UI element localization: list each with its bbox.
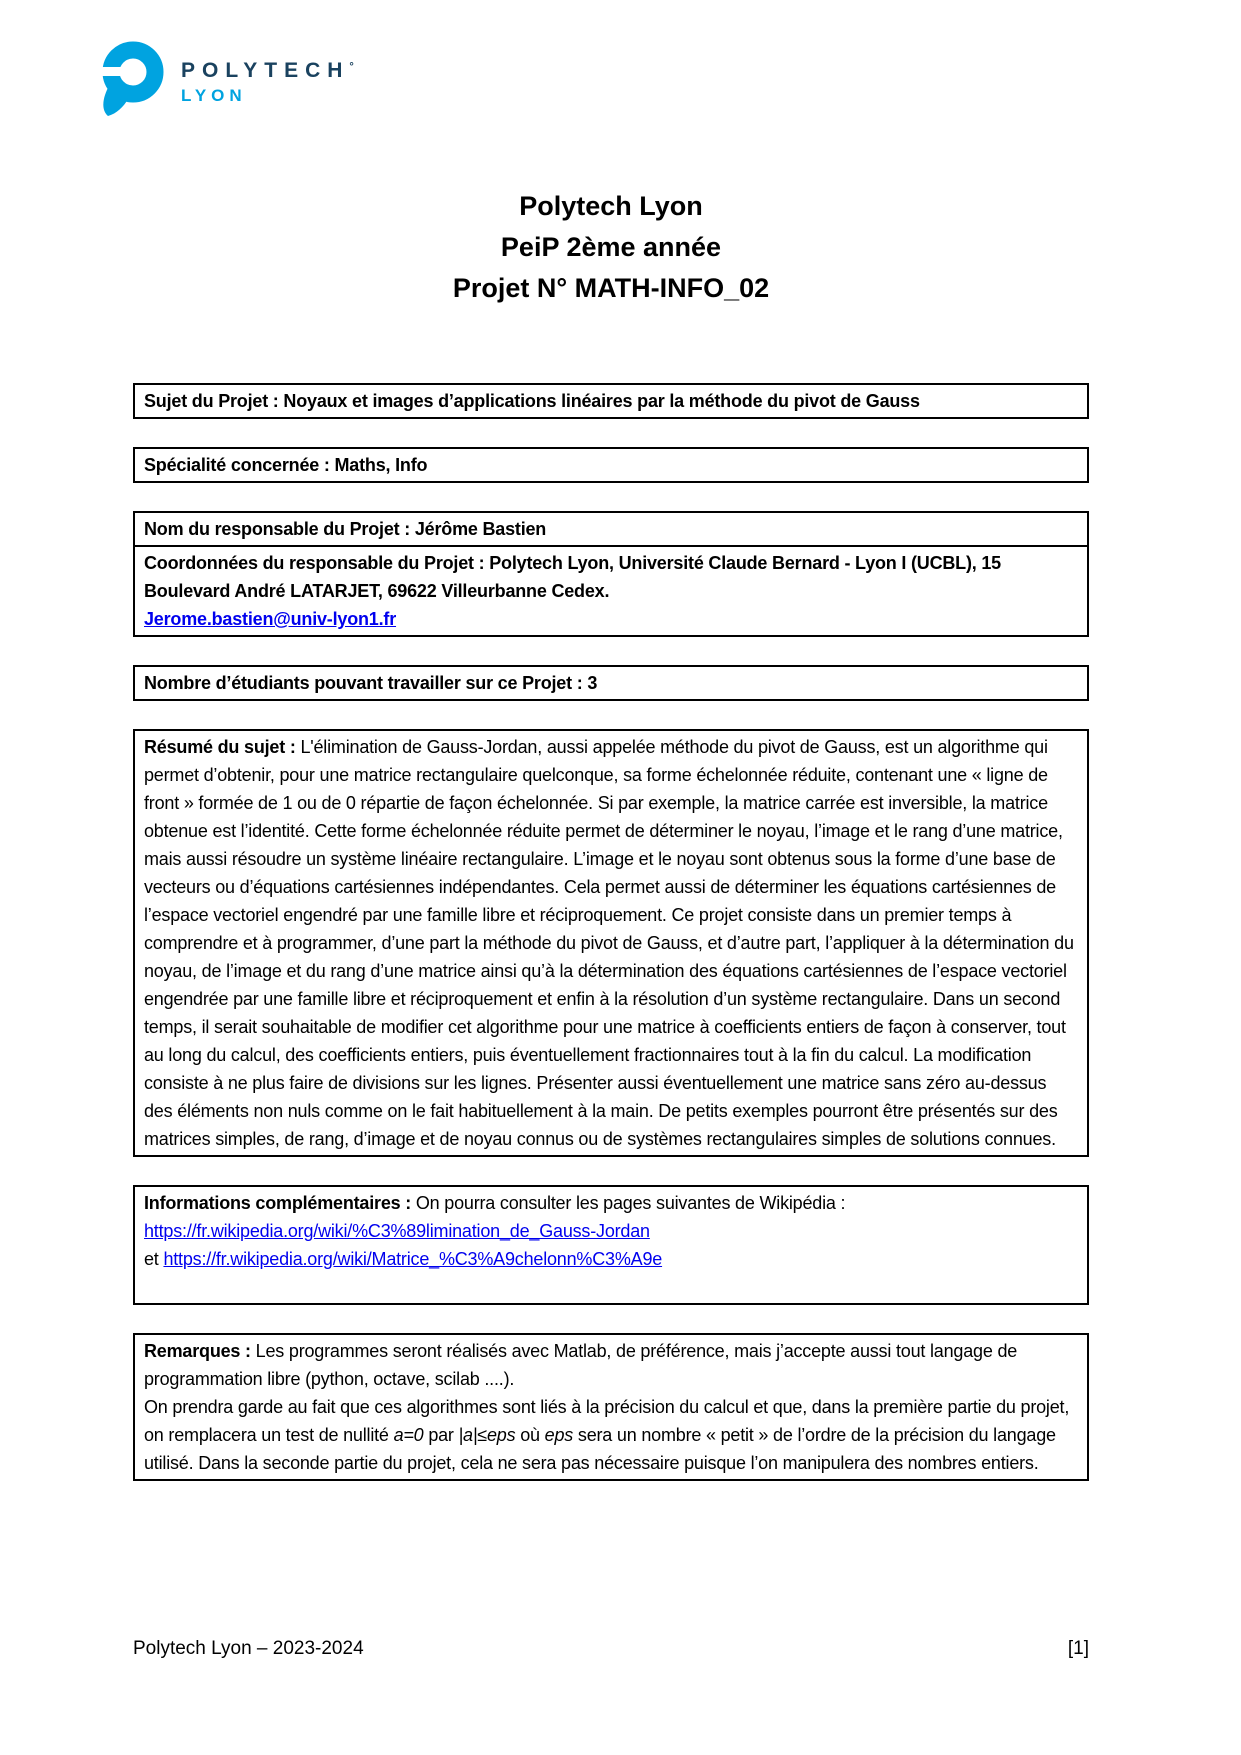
remarques-label: Remarques : <box>144 1341 251 1361</box>
wikipedia-link-2[interactable]: https://fr.wikipedia.org/wiki/Matrice_%C3%A9chelonn%C3%A9e <box>163 1249 663 1269</box>
title-line-2: PeiP 2ème année <box>500 232 722 262</box>
section-informations <box>133 1185 1089 1305</box>
section-sujet <box>133 383 1089 419</box>
sujet-value: Noyaux et images d’applications linéaires par la méthode du pivot de Gauss <box>283 391 920 411</box>
wikipedia-link-1[interactable]: https://fr.wikipedia.org/wiki/%C3%89limination_de_Gauss-Jordan <box>144 1221 650 1241</box>
remarques-text-2a: On prendra garde au fait que ces algorithmes sont liés à la précision du calcul et que, dans la première partie du projet, on remplacera un test de nullité <box>144 1397 1070 1445</box>
sujet-label: Sujet du Projet : <box>144 391 279 411</box>
sujet-row <box>135 385 1087 417</box>
responsable-nom-row <box>135 513 1087 545</box>
specialite-label: Spécialité concernée : <box>144 455 330 475</box>
section-remarques <box>133 1333 1089 1481</box>
remarques-paragraph-2 <box>144 1393 1078 1477</box>
logo-brand-text: POLYTECH <box>181 59 350 82</box>
section-resume <box>133 729 1089 1157</box>
nombre-etudiants-label: Nombre d’étudiants pouvant travailler sur ce Projet : <box>144 673 583 693</box>
remarques-text-1: Les programmes seront réalisés avec Matlab, de préférence, mais j’accepte aussi tout langage de programmation libre (python, octave, scilab ....). <box>144 1341 1018 1389</box>
nombre-etudiants-value: 3 <box>587 673 598 693</box>
remarques-row <box>135 1335 1087 1479</box>
remarques-paragraph-1 <box>144 1337 1078 1393</box>
responsable-coordonnees-text: Coordonnées du responsable du Projet : Polytech Lyon, Université Claude Bernard - Lyon I (UCBL), 15 Boulevard André LATARJET, 69622 Villeurbanne Cedex. <box>144 553 1001 601</box>
informations-label: Informations complémentaires : <box>144 1193 412 1213</box>
section-specialite <box>133 447 1089 483</box>
resume-row <box>135 731 1087 1155</box>
resume-body: L'élimination de Gauss-Jordan, aussi appelée méthode du pivot de Gauss, est un algorithme qui permet d’obtenir, pour une matrice rectangulaire quelconque, sa forme échelonnée réduite, contenant une « ligne de front » formée de 1 ou de 0 répartie de façon échelonnée. Si par exemple, la matrice carrée est inversible, la matrice obtenue est l’identité. Cette forme échelonnée réduite permet de déterminer le noyau, l’image et le rang d’une matrice, mais aussi résoudre un système linéaire rectangulaire. L’image et le noyau sont obtenus sous la forme d’une base de vecteurs ou d’équations cartésiennes indépendantes. Cela permet aussi de déterminer les équations cartésiennes de l’espace vectoriel engendré par une famille libre et réciproquement. Ce projet consiste dans un premier temps à comprendre et à programmer, d’une part la méthode du pivot de Gauss, et d’autre part, l’appliquer à la détermination du noyau, de l’image et du rang d’une matrice ainsi qu’à la détermination des équations cartésiennes de l’espace vectoriel engendrée par une famille libre et réciproquement et enfin à la résolution d’un système rectangulaire. Dans un second temps, il serait souhaitable de modifier cet algorithme pour une matrice à coefficients entiers de façon à conserver, tout au long du calcul, des coefficients entiers, puis éventuellement fractionnaires tout à la fin du calcul. La modification consiste à ne plus faire de divisions sur les lignes. Présenter aussi éventuellement une matrice sans zéro au-dessus des éléments non nuls comme on le fait habituellement à la main. De petits exemples pourront être présentés sur des matrices simples, de rang, d’image et de noyau connus ou de systèmes rectangulaires simples de solutions connues. <box>144 737 1074 1149</box>
logo-registered-mark: ° <box>349 61 354 73</box>
remarques-math-abs-eps: |a|≤eps <box>458 1425 516 1445</box>
specialite-row <box>135 449 1087 481</box>
logo-wordmark <box>181 56 354 106</box>
logo-city-text: LYON <box>181 86 247 105</box>
remarques-text-2d: sera un nombre « petit » de l’ordre de la précision du langage utilisé. Dans la seconde partie du projet, cela ne sera pas nécessaire puisque l’on manipulera des nombres entiers. <box>144 1425 1056 1473</box>
informations-intro-line <box>144 1189 1078 1217</box>
responsable-nom-label: Nom du responsable du Projet : <box>144 519 411 539</box>
informations-row <box>135 1187 1087 1303</box>
remarques-math-eps: eps <box>544 1425 574 1445</box>
responsable-nom-value: Jérôme Bastien <box>414 519 547 539</box>
remarques-text-2c: où <box>520 1425 540 1445</box>
section-responsable <box>133 511 1089 637</box>
polytech-logo <box>95 38 354 118</box>
informations-intro: On pourra consulter les pages suivantes de Wikipédia : <box>415 1193 846 1213</box>
specialite-value: Maths, Info <box>334 455 428 475</box>
remarques-text-2b: par <box>428 1425 454 1445</box>
nombre-etudiants-row <box>135 667 1087 699</box>
resume-label: Résumé du sujet : <box>144 737 296 757</box>
section-nombre-etudiants <box>133 665 1089 701</box>
footer-left-text: Polytech Lyon – 2023-2024 <box>133 1638 364 1659</box>
responsable-coordonnees-row <box>135 545 1087 635</box>
title-line-1: Polytech Lyon <box>519 191 703 221</box>
informations-et-text: et <box>144 1249 159 1269</box>
title-line-3: Projet N° MATH-INFO_02 <box>452 273 770 303</box>
document-title <box>133 186 1089 309</box>
footer-page-number: [1] <box>1067 1638 1089 1659</box>
responsable-email-link[interactable]: Jerome.bastien@univ-lyon1.fr <box>144 609 397 629</box>
page-footer <box>133 1637 1089 1661</box>
polytech-logo-mark-icon <box>95 38 165 118</box>
document-body <box>133 383 1089 1509</box>
remarques-math-a-zero: a=0 <box>393 1425 424 1445</box>
